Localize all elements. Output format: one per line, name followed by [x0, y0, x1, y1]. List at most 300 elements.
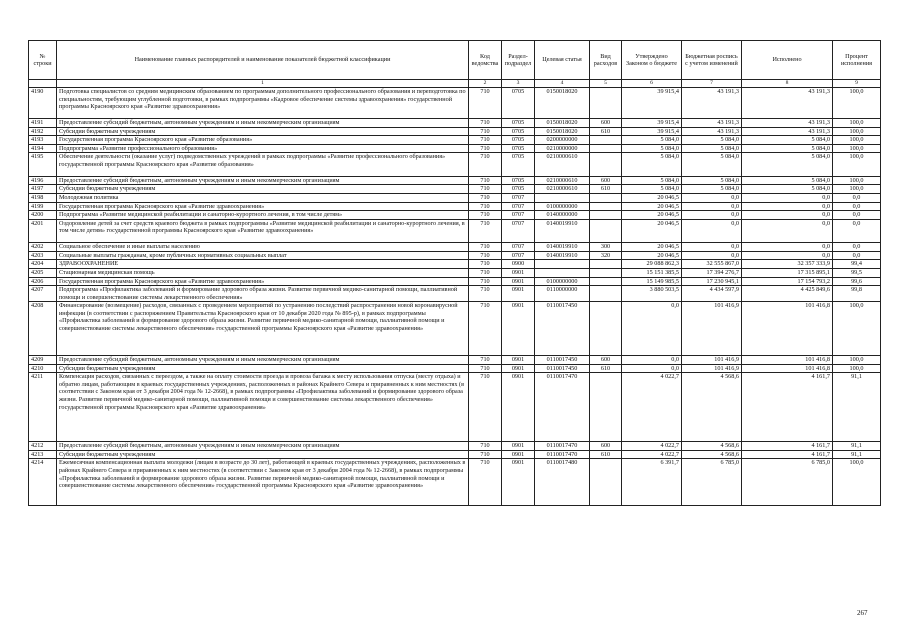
schedule-amount-cell: 101 416,9 [682, 364, 742, 373]
percent-cell: 91,1 [833, 450, 881, 459]
approved-amount-cell: 15 149 985,5 [622, 277, 682, 286]
target-item-cell [535, 260, 590, 269]
approved-amount-cell: 15 151 385,5 [622, 268, 682, 277]
approved-amount-cell: 20 046,5 [622, 219, 682, 242]
department-code-cell: 710 [469, 243, 502, 252]
table-row [29, 251, 881, 260]
percent-cell: 0,0 [833, 193, 881, 202]
expense-type-cell [590, 459, 622, 505]
section-cell: 0901 [502, 356, 535, 365]
row-number-cell: 4200 [29, 211, 57, 220]
target-item-cell: 0150018020 [535, 127, 590, 136]
table-header-row [29, 41, 881, 80]
schedule-amount-cell: 0,0 [682, 202, 742, 211]
executed-amount-cell: 43 191,3 [742, 119, 833, 128]
row-number-cell: 4207 [29, 286, 57, 302]
approved-amount-cell: 5 084,0 [622, 153, 682, 176]
table-row [29, 260, 881, 269]
row-number-cell: 4203 [29, 251, 57, 260]
budget-execution-table [28, 40, 881, 506]
executed-amount-cell: 43 191,3 [742, 127, 833, 136]
schedule-amount-cell: 5 084,0 [682, 176, 742, 185]
table-row [29, 176, 881, 185]
percent-cell: 100,0 [833, 88, 881, 119]
expense-type-cell [590, 144, 622, 153]
section-cell: 0705 [502, 185, 535, 194]
approved-amount-cell: 20 046,5 [622, 193, 682, 202]
expense-type-cell: 300 [590, 243, 622, 252]
target-item-cell: 0210000000 [535, 144, 590, 153]
header-department-code: Код ведомства [469, 41, 502, 80]
row-name-cell: Государственная программа Красноярского края «Развитие здравоохранения» [57, 277, 469, 286]
target-item-cell: 0210000610 [535, 185, 590, 194]
executed-amount-cell: 17 315 895,1 [742, 268, 833, 277]
schedule-amount-cell: 0,0 [682, 219, 742, 242]
percent-cell: 100,0 [833, 356, 881, 365]
expense-type-cell [590, 153, 622, 176]
section-cell: 0705 [502, 136, 535, 145]
executed-amount-cell: 32 357 333,9 [742, 260, 833, 269]
percent-cell: 100,0 [833, 459, 881, 505]
department-code-cell: 710 [469, 302, 502, 356]
department-code-cell: 710 [469, 459, 502, 505]
expense-type-cell: 610 [590, 127, 622, 136]
target-item-cell [535, 268, 590, 277]
row-number-cell: 4199 [29, 202, 57, 211]
table-row [29, 277, 881, 286]
expense-type-cell [590, 136, 622, 145]
section-cell: 0705 [502, 88, 535, 119]
schedule-amount-cell: 43 191,3 [682, 127, 742, 136]
schedule-amount-cell: 17 394 276,7 [682, 268, 742, 277]
percent-cell: 0,0 [833, 202, 881, 211]
percent-cell: 99,8 [833, 286, 881, 302]
section-cell: 0901 [502, 442, 535, 451]
expense-type-cell: 600 [590, 356, 622, 365]
section-cell: 0705 [502, 144, 535, 153]
target-item-cell: 0210000610 [535, 153, 590, 176]
table-row [29, 219, 881, 242]
approved-amount-cell: 20 046,5 [622, 211, 682, 220]
percent-cell: 100,0 [833, 136, 881, 145]
row-name-cell: Подготовка специалистов со средним медицинским образованием по программам дополнительного профессионального образования и переподготовка по специальностям, требующим углубленной подготовки, в рамках подпрограммы «Кадровое обеспечение системы здравоохранения» государственной программы Красноярского края «Развитие здравоохранения» [57, 88, 469, 119]
executed-amount-cell: 4 161,7 [742, 373, 833, 442]
section-cell: 0707 [502, 193, 535, 202]
executed-amount-cell: 0,0 [742, 251, 833, 260]
target-item-cell: 0110017470 [535, 373, 590, 442]
section-cell: 0707 [502, 211, 535, 220]
approved-amount-cell: 20 046,5 [622, 243, 682, 252]
expense-type-cell [590, 286, 622, 302]
row-number-cell: 4191 [29, 119, 57, 128]
percent-cell: 100,0 [833, 302, 881, 356]
row-name-cell: Предоставление субсидий бюджетным, автономным учреждениям и иным некоммерческим организациям [57, 176, 469, 185]
department-code-cell: 710 [469, 193, 502, 202]
row-name-cell: Субсидии бюджетным учреждениям [57, 450, 469, 459]
row-number-cell: 4190 [29, 88, 57, 119]
column-number: 3 [502, 80, 535, 88]
section-cell: 0705 [502, 127, 535, 136]
target-item-cell: 0150018020 [535, 88, 590, 119]
table-body [29, 88, 881, 506]
schedule-amount-cell: 17 230 945,1 [682, 277, 742, 286]
approved-amount-cell: 20 046,5 [622, 251, 682, 260]
expense-type-cell: 600 [590, 119, 622, 128]
target-item-cell: 0200000000 [535, 136, 590, 145]
schedule-amount-cell: 4 434 597,9 [682, 286, 742, 302]
target-item-cell: 0110000000 [535, 286, 590, 302]
section-cell: 0901 [502, 277, 535, 286]
schedule-amount-cell: 5 084,0 [682, 144, 742, 153]
percent-cell: 100,0 [833, 176, 881, 185]
column-number: 8 [742, 80, 833, 88]
header-expense-type: Вид расходов [590, 41, 622, 80]
row-number-cell: 4206 [29, 277, 57, 286]
target-item-cell: 0140019910 [535, 219, 590, 242]
approved-amount-cell: 4 022,7 [622, 450, 682, 459]
table-row [29, 88, 881, 119]
approved-amount-cell: 4 022,7 [622, 373, 682, 442]
expense-type-cell [590, 88, 622, 119]
section-cell: 0707 [502, 202, 535, 211]
approved-amount-cell: 4 022,7 [622, 442, 682, 451]
column-numbers-row [29, 80, 881, 88]
section-cell: 0707 [502, 251, 535, 260]
row-name-cell: Компенсация расходов, связанных с переездом, а также на оплату стоимости проезда и провоза багажа к месту использования отпуска (месту отдыха) и обратно лицам, работающим в краевых государственных учреждениях, расположенных в районах Крайнего Севера и приравненных к ним местностях (в соответствии с Законом края от 3 декабря 2004 года № 12-2668), в рамках подпрограммы «Профилактика заболеваний и формирование здорового образа жизни. Развитие первичной медико-санитарной помощи, паллиативной помощи и совершенствование системы лекарственного обеспечения» государственной программы Красноярского края «Развитие здравоохранения» [57, 373, 469, 442]
row-name-cell: ЗДРАВООХРАНЕНИЕ [57, 260, 469, 269]
target-item-cell: 0110017450 [535, 356, 590, 365]
row-number-cell: 4193 [29, 136, 57, 145]
executed-amount-cell: 101 416,8 [742, 356, 833, 365]
row-name-cell: Субсидии бюджетным учреждениям [57, 364, 469, 373]
target-item-cell: 0150018020 [535, 119, 590, 128]
department-code-cell: 710 [469, 373, 502, 442]
table-row [29, 119, 881, 128]
approved-amount-cell: 20 046,5 [622, 202, 682, 211]
expense-type-cell [590, 219, 622, 242]
schedule-amount-cell: 0,0 [682, 211, 742, 220]
schedule-amount-cell: 4 568,6 [682, 450, 742, 459]
executed-amount-cell: 5 084,0 [742, 185, 833, 194]
percent-cell: 0,0 [833, 219, 881, 242]
target-item-cell: 0140019910 [535, 243, 590, 252]
target-item-cell: 0110017480 [535, 459, 590, 505]
row-name-cell: Государственная программа Красноярского края «Развитие образования» [57, 136, 469, 145]
department-code-cell: 710 [469, 442, 502, 451]
table-row [29, 268, 881, 277]
schedule-amount-cell: 4 568,6 [682, 373, 742, 442]
department-code-cell: 710 [469, 136, 502, 145]
percent-cell: 91,1 [833, 373, 881, 442]
percent-cell: 0,0 [833, 251, 881, 260]
row-name-cell: Оздоровление детей за счет средств краевого бюджета в рамках подпрограммы «Развитие медицинской реабилитации и санаторно-курортного лечения, в том числе детям» государственной программы Красноярского края «Развитие здравоохранения» [57, 219, 469, 242]
expense-type-cell: 610 [590, 364, 622, 373]
table-row [29, 243, 881, 252]
percent-cell: 0,0 [833, 243, 881, 252]
row-number-cell: 4197 [29, 185, 57, 194]
target-item-cell: 0110017470 [535, 442, 590, 451]
column-number: 7 [682, 80, 742, 88]
executed-amount-cell: 5 084,0 [742, 153, 833, 176]
target-item-cell [535, 193, 590, 202]
executed-amount-cell: 101 416,8 [742, 364, 833, 373]
table-row [29, 185, 881, 194]
column-number: 9 [833, 80, 881, 88]
department-code-cell: 710 [469, 127, 502, 136]
table-row [29, 373, 881, 442]
schedule-amount-cell: 43 191,3 [682, 88, 742, 119]
page-number: 267 [857, 609, 868, 617]
row-name-cell: Подпрограмма «Профилактика заболеваний и формирование здорового образа жизни. Развитие первичной медико-санитарной помощи, паллиативной помощи и совершенствование системы лекарственного обеспечения» [57, 286, 469, 302]
header-budget-schedule: Бюджетная роспись с учетом изменений [682, 41, 742, 80]
table-row [29, 356, 881, 365]
table-row [29, 442, 881, 451]
expense-type-cell [590, 211, 622, 220]
schedule-amount-cell: 5 084,0 [682, 185, 742, 194]
approved-amount-cell: 39 915,4 [622, 119, 682, 128]
expense-type-cell [590, 193, 622, 202]
department-code-cell: 710 [469, 260, 502, 269]
approved-amount-cell: 5 084,0 [622, 185, 682, 194]
executed-amount-cell: 43 191,3 [742, 88, 833, 119]
schedule-amount-cell: 101 416,9 [682, 302, 742, 356]
department-code-cell: 710 [469, 88, 502, 119]
department-code-cell: 710 [469, 185, 502, 194]
row-number-cell: 4202 [29, 243, 57, 252]
percent-cell: 0,0 [833, 211, 881, 220]
department-code-cell: 710 [469, 364, 502, 373]
department-code-cell: 710 [469, 268, 502, 277]
header-name: Наименование главных распорядителей и наименование показателей бюджетной классификации [57, 41, 469, 80]
column-number: 5 [590, 80, 622, 88]
row-name-cell: Социальное обеспечение и иные выплаты населению [57, 243, 469, 252]
approved-amount-cell: 0,0 [622, 302, 682, 356]
executed-amount-cell: 6 785,0 [742, 459, 833, 505]
executed-amount-cell: 5 084,0 [742, 144, 833, 153]
approved-amount-cell: 0,0 [622, 356, 682, 365]
executed-amount-cell: 4 161,7 [742, 442, 833, 451]
column-number: 2 [469, 80, 502, 88]
percent-cell: 100,0 [833, 127, 881, 136]
expense-type-cell [590, 277, 622, 286]
table-row [29, 202, 881, 211]
header-target-item: Целевая статья [535, 41, 590, 80]
section-cell: 0705 [502, 153, 535, 176]
schedule-amount-cell: 32 555 867,0 [682, 260, 742, 269]
expense-type-cell: 600 [590, 442, 622, 451]
expense-type-cell [590, 202, 622, 211]
expense-type-cell [590, 373, 622, 442]
section-cell: 0901 [502, 302, 535, 356]
department-code-cell: 710 [469, 251, 502, 260]
row-number-cell: 4213 [29, 450, 57, 459]
section-cell: 0900 [502, 260, 535, 269]
budget-report-page [28, 40, 880, 506]
row-number-cell: 4208 [29, 302, 57, 356]
executed-amount-cell: 0,0 [742, 243, 833, 252]
department-code-cell: 710 [469, 219, 502, 242]
header-section: Раздел-подраздел [502, 41, 535, 80]
column-number: 6 [622, 80, 682, 88]
header-executed: Исполнено [742, 41, 833, 80]
row-number-cell: 4205 [29, 268, 57, 277]
section-cell: 0901 [502, 268, 535, 277]
table-row [29, 211, 881, 220]
expense-type-cell: 610 [590, 450, 622, 459]
row-name-cell: Субсидии бюджетным учреждениям [57, 185, 469, 194]
expense-type-cell [590, 260, 622, 269]
percent-cell: 91,1 [833, 442, 881, 451]
department-code-cell: 710 [469, 211, 502, 220]
approved-amount-cell: 0,0 [622, 364, 682, 373]
table-row [29, 450, 881, 459]
department-code-cell: 710 [469, 119, 502, 128]
table-row [29, 127, 881, 136]
approved-amount-cell: 5 084,0 [622, 176, 682, 185]
row-number-cell: 4198 [29, 193, 57, 202]
row-number-cell: 4194 [29, 144, 57, 153]
section-cell: 0901 [502, 459, 535, 505]
row-name-cell: Субсидии бюджетным учреждениям [57, 127, 469, 136]
target-item-cell: 0140019910 [535, 251, 590, 260]
row-name-cell: Молодежная политика [57, 193, 469, 202]
row-name-cell: Финансирование (возмещение) расходов, связанных с проведением мероприятий по устранению последствий распространения новой коронавирусной инфекции (в соответствии с распоряжением Правительства Красноярского края от 10 декабря 2020 года № 895-р), в рамках подпрограммы «Профилактика заболеваний и формирование здорового образа жизни. Развитие первичной медико-санитарной помощи, паллиативной помощи и совершенствование системы лекарственного обеспечения» государственной программы Красноярского края «Развитие здравоохранения» [57, 302, 469, 356]
schedule-amount-cell: 0,0 [682, 243, 742, 252]
table-row [29, 193, 881, 202]
executed-amount-cell: 4 161,7 [742, 450, 833, 459]
percent-cell: 100,0 [833, 119, 881, 128]
schedule-amount-cell: 43 191,3 [682, 119, 742, 128]
department-code-cell: 710 [469, 356, 502, 365]
row-number-cell: 4195 [29, 153, 57, 176]
column-number: 4 [535, 80, 590, 88]
row-name-cell: Предоставление субсидий бюджетным, автономным учреждениям и иным некоммерческим организациям [57, 356, 469, 365]
executed-amount-cell: 5 084,0 [742, 176, 833, 185]
row-number-cell: 4212 [29, 442, 57, 451]
row-name-cell: Социальные выплаты гражданам, кроме публичных нормативных социальных выплат [57, 251, 469, 260]
executed-amount-cell: 17 154 793,2 [742, 277, 833, 286]
department-code-cell: 710 [469, 277, 502, 286]
row-number-cell: 4209 [29, 356, 57, 365]
schedule-amount-cell: 5 084,0 [682, 153, 742, 176]
table-row [29, 364, 881, 373]
percent-cell: 100,0 [833, 153, 881, 176]
row-name-cell: Стационарная медицинская помощь [57, 268, 469, 277]
department-code-cell: 710 [469, 202, 502, 211]
row-name-cell: Ежемесячная компенсационная выплата молодежи (лицам в возрасте до 30 лет), работающей в краевых государственных учреждениях, расположенных в районах Крайнего Севера и приравненных к ним местностях (в соответствии с Законом края от 3 декабря 2004 года № 12-2668), в рамках подпрограммы «Профилактика заболеваний и формирование здорового образа жизни. Развитие первичной медико-санитарной помощи, паллиативной помощи и совершенствование системы лекарственного обеспечения» государственной программы Красноярского края «Развитие здравоохранения» [57, 459, 469, 505]
target-item-cell: 0110017450 [535, 364, 590, 373]
section-cell: 0705 [502, 119, 535, 128]
schedule-amount-cell: 0,0 [682, 251, 742, 260]
percent-cell: 100,0 [833, 144, 881, 153]
section-cell: 0901 [502, 364, 535, 373]
schedule-amount-cell: 5 084,0 [682, 136, 742, 145]
approved-amount-cell: 29 088 862,3 [622, 260, 682, 269]
row-name-cell: Предоставление субсидий бюджетным, автономным учреждениям и иным некоммерческим организациям [57, 119, 469, 128]
expense-type-cell [590, 268, 622, 277]
row-number-cell: 4204 [29, 260, 57, 269]
schedule-amount-cell: 4 568,6 [682, 442, 742, 451]
table-row [29, 153, 881, 176]
percent-cell: 100,0 [833, 364, 881, 373]
target-item-cell: 0210000610 [535, 176, 590, 185]
executed-amount-cell: 0,0 [742, 202, 833, 211]
row-number-cell: 4210 [29, 364, 57, 373]
approved-amount-cell: 3 880 503,5 [622, 286, 682, 302]
row-name-cell: Подпрограмма «Развитие медицинской реабилитации и санаторно-курортного лечения, в том числе детям» [57, 211, 469, 220]
executed-amount-cell: 5 084,0 [742, 136, 833, 145]
approved-amount-cell: 39 915,4 [622, 127, 682, 136]
department-code-cell: 710 [469, 144, 502, 153]
department-code-cell: 710 [469, 153, 502, 176]
approved-amount-cell: 5 084,0 [622, 136, 682, 145]
expense-type-cell: 600 [590, 176, 622, 185]
row-number-cell: 4214 [29, 459, 57, 505]
row-number-cell: 4192 [29, 127, 57, 136]
executed-amount-cell: 101 416,8 [742, 302, 833, 356]
row-number-cell: 4201 [29, 219, 57, 242]
row-name-cell: Государственная программа Красноярского края «Развитие здравоохранения» [57, 202, 469, 211]
target-item-cell: 0110017450 [535, 302, 590, 356]
section-cell: 0901 [502, 450, 535, 459]
expense-type-cell: 320 [590, 251, 622, 260]
approved-amount-cell: 5 084,0 [622, 144, 682, 153]
schedule-amount-cell: 0,0 [682, 193, 742, 202]
department-code-cell: 710 [469, 176, 502, 185]
target-item-cell: 0100000000 [535, 277, 590, 286]
row-name-cell: Подпрограмма «Развитие профессионального образования» [57, 144, 469, 153]
target-item-cell: 0110017470 [535, 450, 590, 459]
approved-amount-cell: 6 391,7 [622, 459, 682, 505]
section-cell: 0707 [502, 243, 535, 252]
section-cell: 0901 [502, 373, 535, 442]
header-row-number: № строки [29, 41, 57, 80]
row-name-cell: Предоставление субсидий бюджетным, автономным учреждениям и иным некоммерческим организациям [57, 442, 469, 451]
table-row [29, 459, 881, 505]
target-item-cell: 0140000000 [535, 211, 590, 220]
table-row [29, 286, 881, 302]
header-approved: Утверждено Законом о бюджете [622, 41, 682, 80]
section-cell: 0901 [502, 286, 535, 302]
row-number-cell: 4196 [29, 176, 57, 185]
schedule-amount-cell: 6 785,0 [682, 459, 742, 505]
table-row [29, 302, 881, 356]
table-row [29, 144, 881, 153]
percent-cell: 99,6 [833, 277, 881, 286]
column-number [29, 80, 57, 88]
percent-cell: 99,5 [833, 268, 881, 277]
section-cell: 0705 [502, 176, 535, 185]
row-number-cell: 4211 [29, 373, 57, 442]
schedule-amount-cell: 101 416,9 [682, 356, 742, 365]
header-percent: Процент исполнения [833, 41, 881, 80]
executed-amount-cell: 0,0 [742, 211, 833, 220]
expense-type-cell [590, 302, 622, 356]
percent-cell: 100,0 [833, 185, 881, 194]
executed-amount-cell: 4 425 849,6 [742, 286, 833, 302]
percent-cell: 99,4 [833, 260, 881, 269]
row-name-cell: Обеспечение деятельности (оказание услуг) подведомственных учреждений в рамках подпрограммы «Развитие профессионального образования» государственной программы Красноярского края «Развитие образования» [57, 153, 469, 176]
approved-amount-cell: 39 915,4 [622, 88, 682, 119]
column-number: 1 [57, 80, 469, 88]
department-code-cell: 710 [469, 450, 502, 459]
department-code-cell: 710 [469, 286, 502, 302]
section-cell: 0707 [502, 219, 535, 242]
executed-amount-cell: 0,0 [742, 193, 833, 202]
expense-type-cell: 610 [590, 185, 622, 194]
target-item-cell: 0100000000 [535, 202, 590, 211]
table-row [29, 136, 881, 145]
